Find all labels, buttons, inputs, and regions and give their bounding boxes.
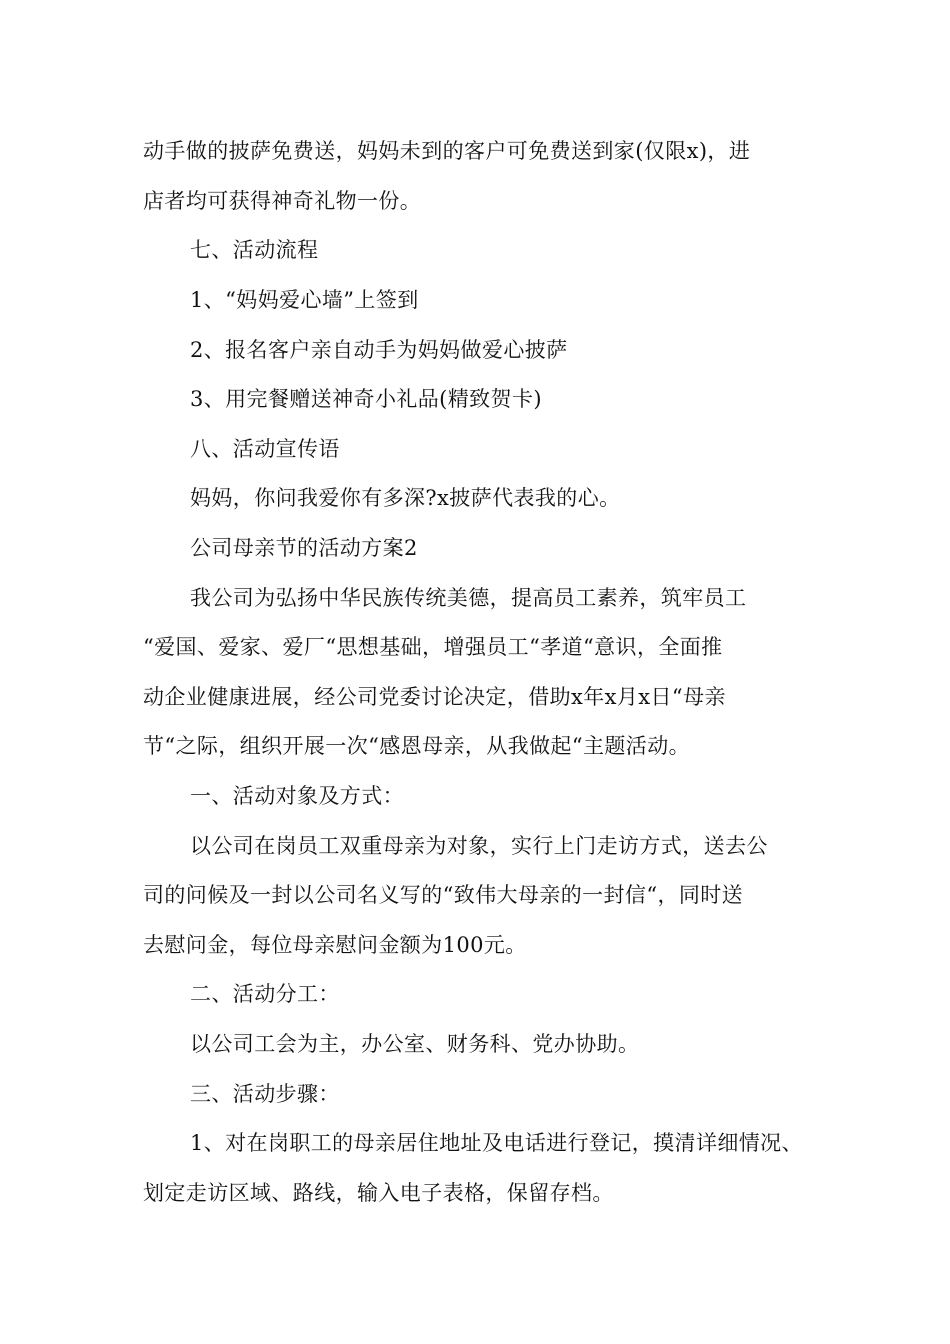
paragraph-line: 以公司在岗员工双重母亲为对象，实行上门走访方式，送去公 (190, 834, 768, 858)
paragraph-line: 妈妈，你问我爱你有多深?x披萨代表我的心。 (190, 486, 621, 510)
paragraph-line: 店者均可获得神奇礼物一份。 (143, 189, 422, 213)
section-heading: 二、活动分工： (190, 982, 340, 1006)
section-heading: 一、活动对象及方式： (190, 784, 404, 808)
paragraph-line: 我公司为弘扬中华民族传统美德，提高员工素养，筑牢员工 (190, 586, 747, 610)
paragraph-line: 动企业健康进展，经公司党委讨论决定，借助x年x月x日“母亲 (143, 685, 726, 709)
section-heading: 三、活动步骤： (190, 1082, 340, 1106)
list-item: 3、用完餐赠送神奇小礼品(精致贺卡) (190, 387, 542, 411)
section-heading: 七、活动流程 (190, 238, 319, 262)
paragraph-line: 节“之际，组织开展一次“感恩母亲，从我做起“主题活动。 (143, 734, 691, 758)
paragraph-line: 动手做的披萨免费送，妈妈未到的客户可免费送到家(仅限x)，进 (143, 139, 751, 163)
paragraph-line: 司的问候及一封以公司名义写的“致伟大母亲的一封信“，同时送 (143, 883, 744, 907)
paragraph-line: “爱国、爱家、爱厂“思想基础，增强员工“孝道“意识，全面推 (143, 635, 723, 659)
list-item: 1、对在岗职工的母亲居住地址及电话进行登记，摸清详细情况、 (190, 1131, 803, 1155)
list-item: 1、“妈妈爱心墙”上签到 (190, 288, 419, 312)
paragraph-line: 划定走访区域、路线，输入电子表格，保留存档。 (143, 1181, 614, 1205)
paragraph-line: 去慰问金，每位母亲慰问金额为100元。 (143, 933, 527, 957)
paragraph-line: 以公司工会为主，办公室、财务科、党办协助。 (190, 1032, 640, 1056)
list-item: 2、报名客户亲自动手为妈妈做爱心披萨 (190, 338, 568, 362)
document-title: 公司母亲节的活动方案2 (190, 536, 418, 560)
section-heading: 八、活动宣传语 (190, 437, 340, 461)
